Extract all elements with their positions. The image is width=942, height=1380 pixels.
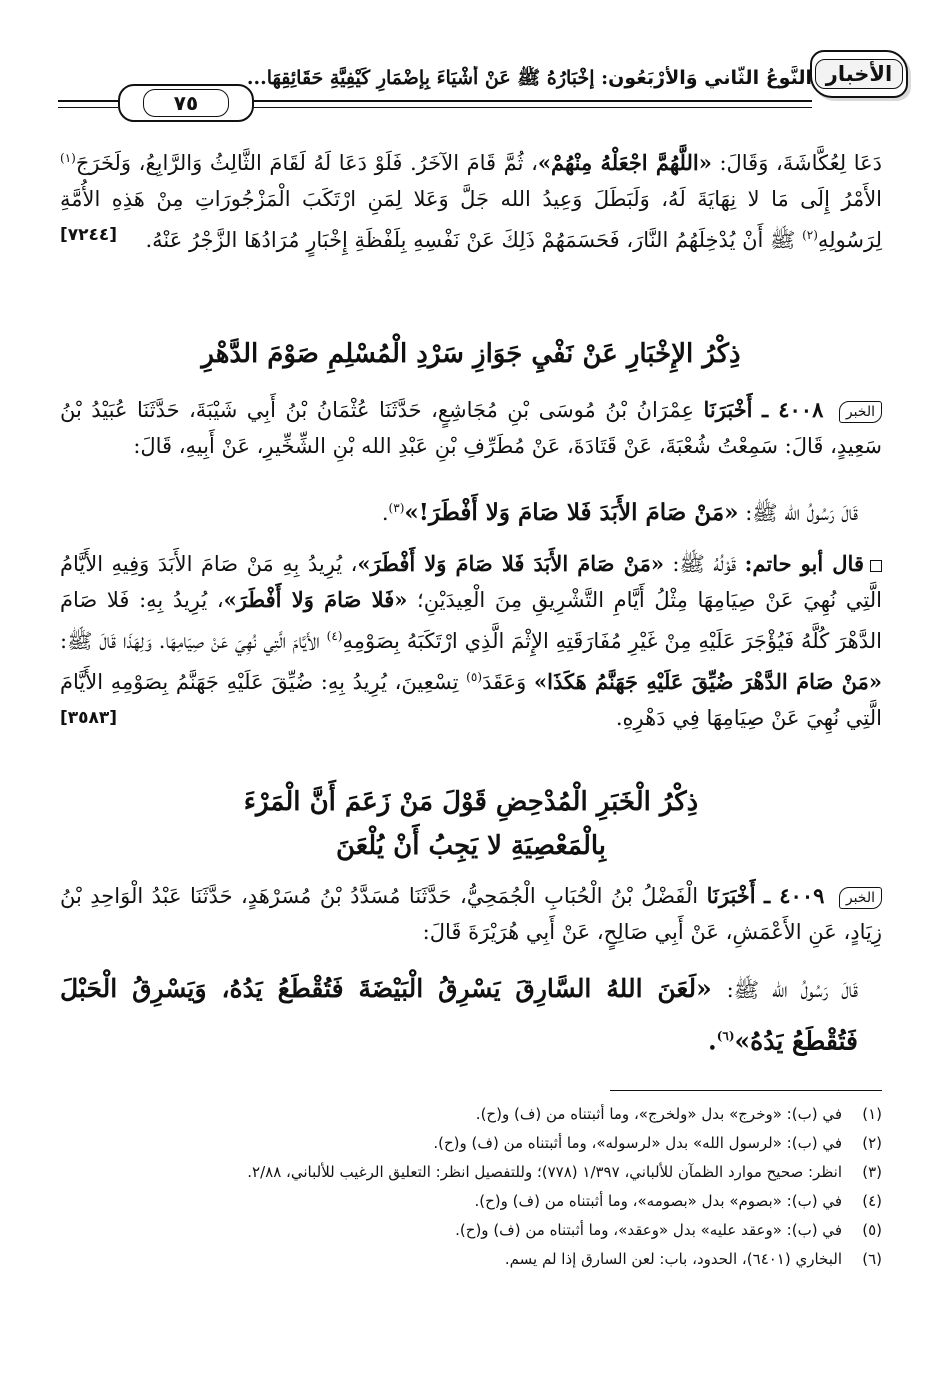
- comment-q1: «مَنْ صَامَ الأَبَدَ فَلا صَامَ وَلا أَفْطَرَ»: [357, 551, 664, 576]
- section-heading-2-line2: بِالْمَعْصِيَةِ لا يَجِبُ أَنْ يُلْعَنَ: [335, 831, 607, 861]
- footnote-1: [60, 1100, 882, 1129]
- cross-ref-3583: [٣٥٨٣]: [60, 708, 118, 728]
- comment-t4: الأَيَّامَ الَّتِي نُهِيَ عَنْ صِيَامِهَا. وَلِهَذَا قَالَ ﷺ:: [60, 629, 320, 653]
- comment-t2: ، يُرِيدُ بِهِ مَنْ صَامَ الأَبَدَ وَفِيهِ الأَيَّامُ الَّتِي نُهِيَ عَنْ صِيَامِهَا مِثْلُ أَيَّامِ التَّشْرِيقِ مِنَ الْعِيدَيْنِ؛: [60, 552, 882, 612]
- footnote-number: (٦): [862, 1250, 882, 1268]
- footnote-ref-4[interactable]: (٤): [326, 629, 343, 643]
- chapter-badge-label: الأخبار: [815, 59, 904, 89]
- footnote-text: في (ب): «وعقد عليه» بدل «وعقد»، وما أثبتناه من (ف) و(ح).: [455, 1221, 842, 1239]
- para1-quote: «اللَّهُمَّ اجْعَلْهُ مِنْهُمْ»: [537, 150, 712, 175]
- section-heading-2-line1: ذِكْرُ الْخَبَرِ الْمُدْحِضِ قَوْلَ مَنْ زَعَمَ أَنَّ الْمَرْءَ: [243, 787, 699, 817]
- section-heading-1: ذِكْرُ الإِخْبَارِ عَنْ نَفْيِ جَوَازِ سَرْدِ الْمُسْلِمِ صَوْمَ الدَّهْرِ: [201, 339, 741, 369]
- cross-ref-7244: [٧٢٤٤]: [60, 225, 118, 245]
- running-head-title: : إخْبَارُهُ ﷺ عَنْ أَشْيَاءَ بِإضْمَارِ كَيْفِيَّةِ حَقَائِقِهَا...: [246, 67, 609, 89]
- akhbarana-4008: أَخْبَرَنَا: [703, 397, 753, 422]
- hadith-4009-isnad: [60, 878, 882, 950]
- footnote-6: [60, 1245, 882, 1274]
- para1-text-c: الأَمْرُ إِلَى مَا لا نِهَايَةَ لَهُ، وَلَبَطَلَ وَعِيدُ الله جَلَّ وَعَلا لِمَنِ ارْتَكَبَ الْمَزْجُورَاتِ مِنْ هَذِهِ الأُمَّةِ لِرَسُولِهِ: [60, 187, 882, 252]
- footnote-number: (٣): [862, 1163, 882, 1181]
- footnote-text: البخاري (٦٤٠١)، الحدود، باب: لعن السارق إذا لم يسم.: [504, 1250, 842, 1268]
- footnote-text: في (ب): «بصوم» بدل «بصومه»، وما أثبتناه من (ف) و(ح).: [474, 1192, 842, 1210]
- matn-4008: «مَنْ صَامَ الأَبَدَ فَلا صَامَ وَلا أَفْطَرَ!»: [404, 499, 739, 526]
- comment-t6: تِسْعِينَ، يُرِيدُ بِهِ: ضُيِّقَ عَلَيْهِ جَهَنَّمُ بِصَوْمِهِ الأَيَّامَ الَّتِي نُهِيَ عَنْ صِيَامِهَا فِي دَهْرِهِ.: [60, 670, 882, 730]
- hadith-4008-isnad: [60, 392, 882, 464]
- abu-hatim-comment: [60, 546, 882, 736]
- header-rule-left: [58, 100, 118, 108]
- square-marker-icon: [870, 560, 882, 572]
- footnote-ref-3[interactable]: (٣): [388, 501, 405, 515]
- khabar-tag-icon: الخبر: [839, 887, 882, 909]
- footnote-ref-1[interactable]: (١): [60, 151, 76, 165]
- para1-text-a: دَعَا لِعُكَّاشَةَ، وَقَالَ:: [719, 151, 882, 175]
- matn-4009: «لَعَنَ اللهُ السَّارِقَ يَسْرِقُ الْبَيْضَةَ فَتُقْطَعُ يَدُهُ، وَيَسْرِقُ الْحَبْلَ فَتُقْطَعُ يَدُهُ»: [60, 974, 858, 1056]
- comment-q2: «فَلا صَامَ وَلا أَفْطَرَ»: [223, 587, 408, 612]
- footnote-ref-2[interactable]: (٢): [802, 228, 818, 242]
- footnote-5: [60, 1216, 882, 1245]
- comment-t1: قَوْلُهُ ﷺ:: [672, 552, 737, 576]
- comment-t3: ، يُرِيدُ بِهِ: فَلا صَامَ الدَّهْرَ كُلَّهُ فَيُؤْجَرَ عَلَيْهِ مِنْ غَيْرِ مُفَارَقَتِهِ الإِثْمَ الَّذِي ارْتَكَبَهُ بِصَوْمِهِ: [60, 588, 882, 653]
- footnote-number: (٢): [862, 1134, 882, 1152]
- paragraph-continuation: [60, 140, 882, 258]
- footnote-3: [60, 1158, 882, 1187]
- isnad-4008: عِمْرَانُ بْنُ مُوسَى بْنِ مُجَاشِعٍ، حَدَّثَنَا عُثْمَانُ بْنُ أَبِي شَيْبَةَ، حَدَّثَنَا عُبَيْدُ بْنُ سَعِيدٍ، قَالَ: سَمِعْتُ شُعْبَةَ، عَنْ قَتَادَةَ، عَنْ مُطَرِّفِ بْنِ عَبْدِ الله بْنِ الشِّخِّيرِ، عَنْ أَبِيهِ، قَالَ:: [60, 398, 882, 458]
- para1-text-b: ، ثُمَّ قَامَ الآخَرُ. فَلَوْ دَعَا لَهُ لَقَامَ الثَّالِثُ وَالرَّابِعُ، وَلَخَرَجَ: [75, 151, 538, 175]
- isnad-4009: الْفَضْلُ بْنُ الْحُبَابِ الْجُمَحِيُّ، حَدَّثَنَا مُسَدَّدُ بْنُ مُسَرْهَدٍ، حَدَّثَنَا عَبْدُ الْوَاحِدِ بْنُ زِيَادٍ، عَنِ الأَعْمَشِ، عَنْ أَبِي صَالِحٍ، عَنْ أَبِي هُرَيْرَةَ قَالَ:: [60, 884, 882, 944]
- para1-text-d: ﷺ أَنْ يُدْخِلَهُمُ النَّارَ، فَحَسَمَهُمْ ذَلِكَ عَنْ نَفْسِهِ بِلَفْظَةِ إِخْبَارٍ مُرَادُهَا الزَّجْرُ عَنْهُ.: [145, 228, 796, 252]
- comment-t5: وَعَقَدَ: [482, 670, 527, 694]
- footnote-4: [60, 1187, 882, 1216]
- chapter-badge: [810, 50, 908, 98]
- comment-q3: «مَنْ صَامَ الدَّهْرَ ضُيِّقَ عَلَيْهِ جَهَنَّمُ هَكَذَا»: [534, 669, 883, 694]
- hadith-4009-matn: قَالَ رَسُولُ الله ﷺ: «لَعَنَ اللهُ السَّارِقَ يَسْرِقُ الْبَيْضَةَ فَتُقْطَعُ يَدُهُ، وَيَسْرِقُ الْحَبْلَ فَتُقْطَعُ يَدُهُ»$^{(٦)}$.: [60, 974, 858, 1056]
- akhbarana-4009: أَخْبَرَنَا: [706, 883, 756, 908]
- hadith-4008-matn: قَالَ رَسُولُ الله ﷺ: «مَنْ صَامَ الأَبَدَ فَلا صَامَ وَلا أَفْطَرَ!»$^{(٣)}$.: [381, 499, 858, 526]
- page-number-box: [118, 84, 254, 122]
- matn-intro-4009: قَالَ رَسُولُ الله ﷺ:: [726, 978, 858, 1002]
- footnote-ref-6[interactable]: (٦): [716, 1029, 735, 1043]
- page-number: ٧٥: [143, 89, 229, 117]
- footnote-text: في (ب): «لرسول الله» بدل «لرسوله»، وما أثبتناه من (ف) و(ح).: [433, 1134, 842, 1152]
- footnote-number: (٤): [862, 1192, 882, 1210]
- footnote-ref-5[interactable]: (٥): [466, 670, 482, 684]
- hadith-number-4009: ٤٠٠٩ ـ: [764, 883, 825, 908]
- footnote-text: في (ب): «وخرج» بدل «ولخرج»، وما أثبتناه من (ف) و(ح).: [475, 1105, 842, 1123]
- footnote-2: [60, 1129, 882, 1158]
- abu-hatim-label: قال أبو حاتم:: [744, 551, 864, 576]
- footnote-number: (١): [862, 1105, 882, 1123]
- hadith-number-4008: ٤٠٠٨ ـ: [761, 397, 824, 422]
- running-head-kind: النَّوعُ الثَّاني وَالأَرْبَعُون: [608, 67, 812, 89]
- matn-intro-4008: قَالَ رَسُولُ الله ﷺ:: [745, 501, 858, 525]
- page-header: [58, 44, 908, 130]
- footnote-separator: [610, 1090, 882, 1091]
- footnote-text: انظر: صحيح موارد الظمآن للألباني، ١/٣٩٧ (٧٧٨)؛ وللتفصيل انظر: التعليق الرغيب للألباني، ٢/٨٨.: [247, 1163, 842, 1181]
- section-heading-2: [60, 780, 882, 868]
- footnotes: [60, 1100, 882, 1274]
- header-rule-right: [250, 100, 812, 108]
- footnote-number: (٥): [862, 1221, 882, 1239]
- khabar-tag-icon: الخبر: [839, 401, 882, 423]
